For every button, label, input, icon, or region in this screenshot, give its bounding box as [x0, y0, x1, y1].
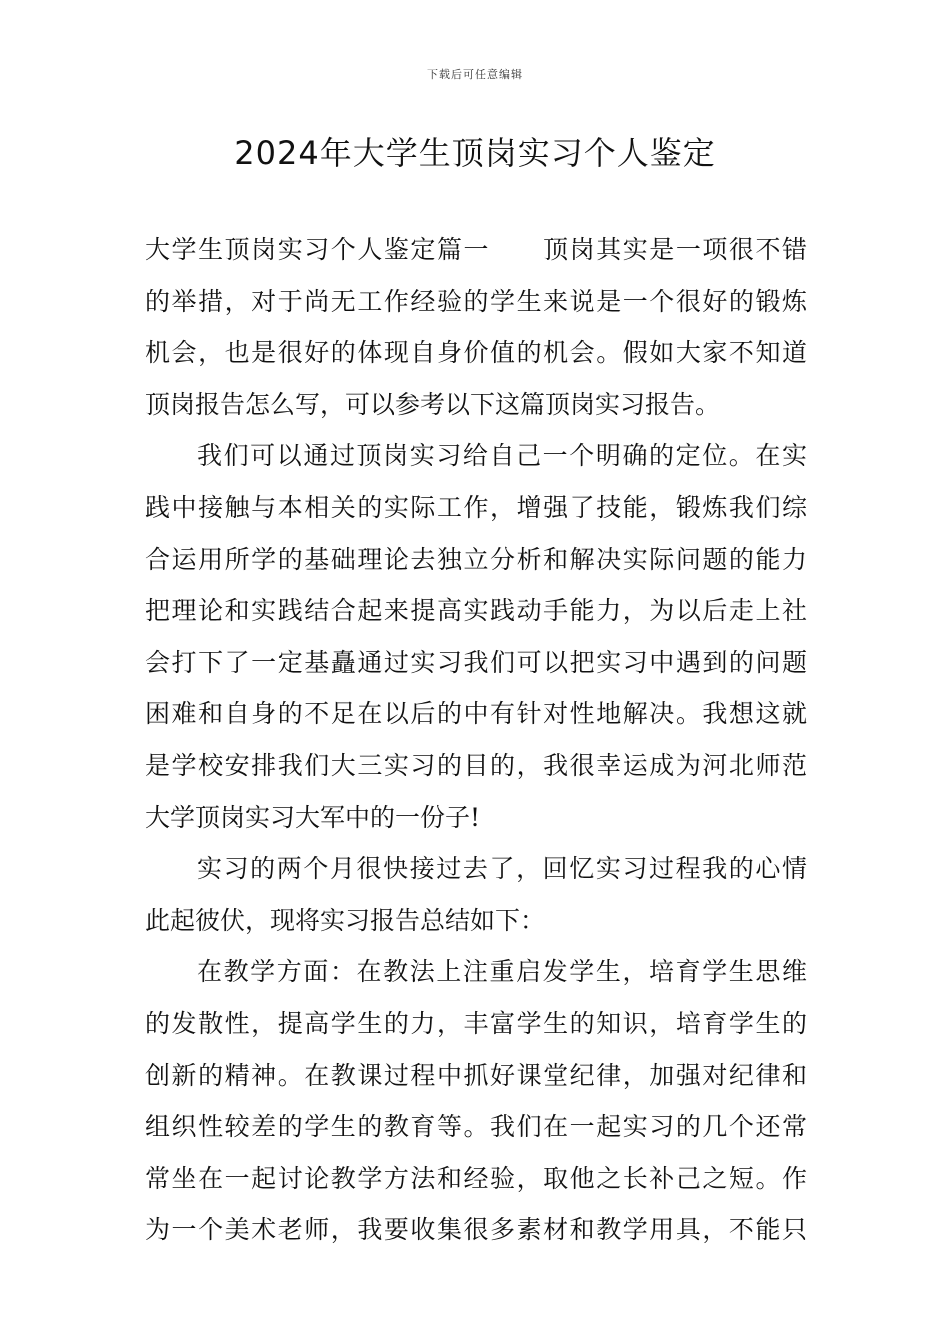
text-line: 大学生顶岗实习个人鉴定篇一 顶岗其实是一项很不错	[145, 235, 807, 264]
text-line: 把理论和实践结合起来提高实践动手能力，为以后走上社	[145, 596, 807, 626]
document-title: 2024年大学生顶岗实习个人鉴定	[234, 134, 716, 172]
text-line: 会打下了一定基矗通过实习我们可以把实习中遇到的问题	[145, 647, 807, 677]
text-line: 创新的精神。在教课过程中抓好课堂纪律，加强对纪律和	[145, 1060, 807, 1090]
text-line: 我们可以通过顶岗实习给自己一个明确的定位。在实	[197, 441, 807, 471]
text-line: 是学校安排我们大三实习的目的，我很幸运成为河北师范	[145, 750, 807, 780]
text-line: 常坐在一起讨论教学方法和经验，取他之长补己之短。作	[145, 1163, 807, 1193]
document-body	[145, 224, 807, 1256]
text-line: 在教学方面：在教法上注重启发学生，培育学生思维	[197, 957, 807, 987]
text-line: 顶岗报告怎么写，可以参考以下这篇顶岗实习报告。	[145, 389, 721, 419]
header-note: 下载后可任意编辑	[427, 68, 523, 81]
text-line: 的举措，对于尚无工作经验的学生来说是一个很好的锻炼	[145, 286, 807, 316]
text-line: 大学顶岗实习大军中的一份子!	[145, 802, 481, 832]
text-line: 机会，也是很好的体现自身价值的机会。假如大家不知道	[145, 338, 807, 368]
text-line: 此起彼伏，现将实习报告总结如下：	[145, 905, 546, 935]
text-line: 为一个美术老师，我要收集很多素材和教学用具，不能只	[145, 1215, 807, 1245]
text-line: 组织性较差的学生的教育等。我们在一起实习的几个还常	[145, 1112, 807, 1142]
text-line: 困难和自身的不足在以后的中有针对性地解决。我想这就	[145, 699, 807, 729]
text-line: 合运用所学的基础理论去独立分析和解决实际问题的能力	[145, 544, 807, 574]
text-line: 践中接触与本相关的实际工作，增强了技能，锻炼我们综	[145, 492, 807, 522]
text-line: 实习的两个月很快接过去了，回忆实习过程我的心情	[197, 854, 807, 884]
text-line: 的发散性，提高学生的力，丰富学生的知识，培育学生的	[145, 1008, 807, 1038]
